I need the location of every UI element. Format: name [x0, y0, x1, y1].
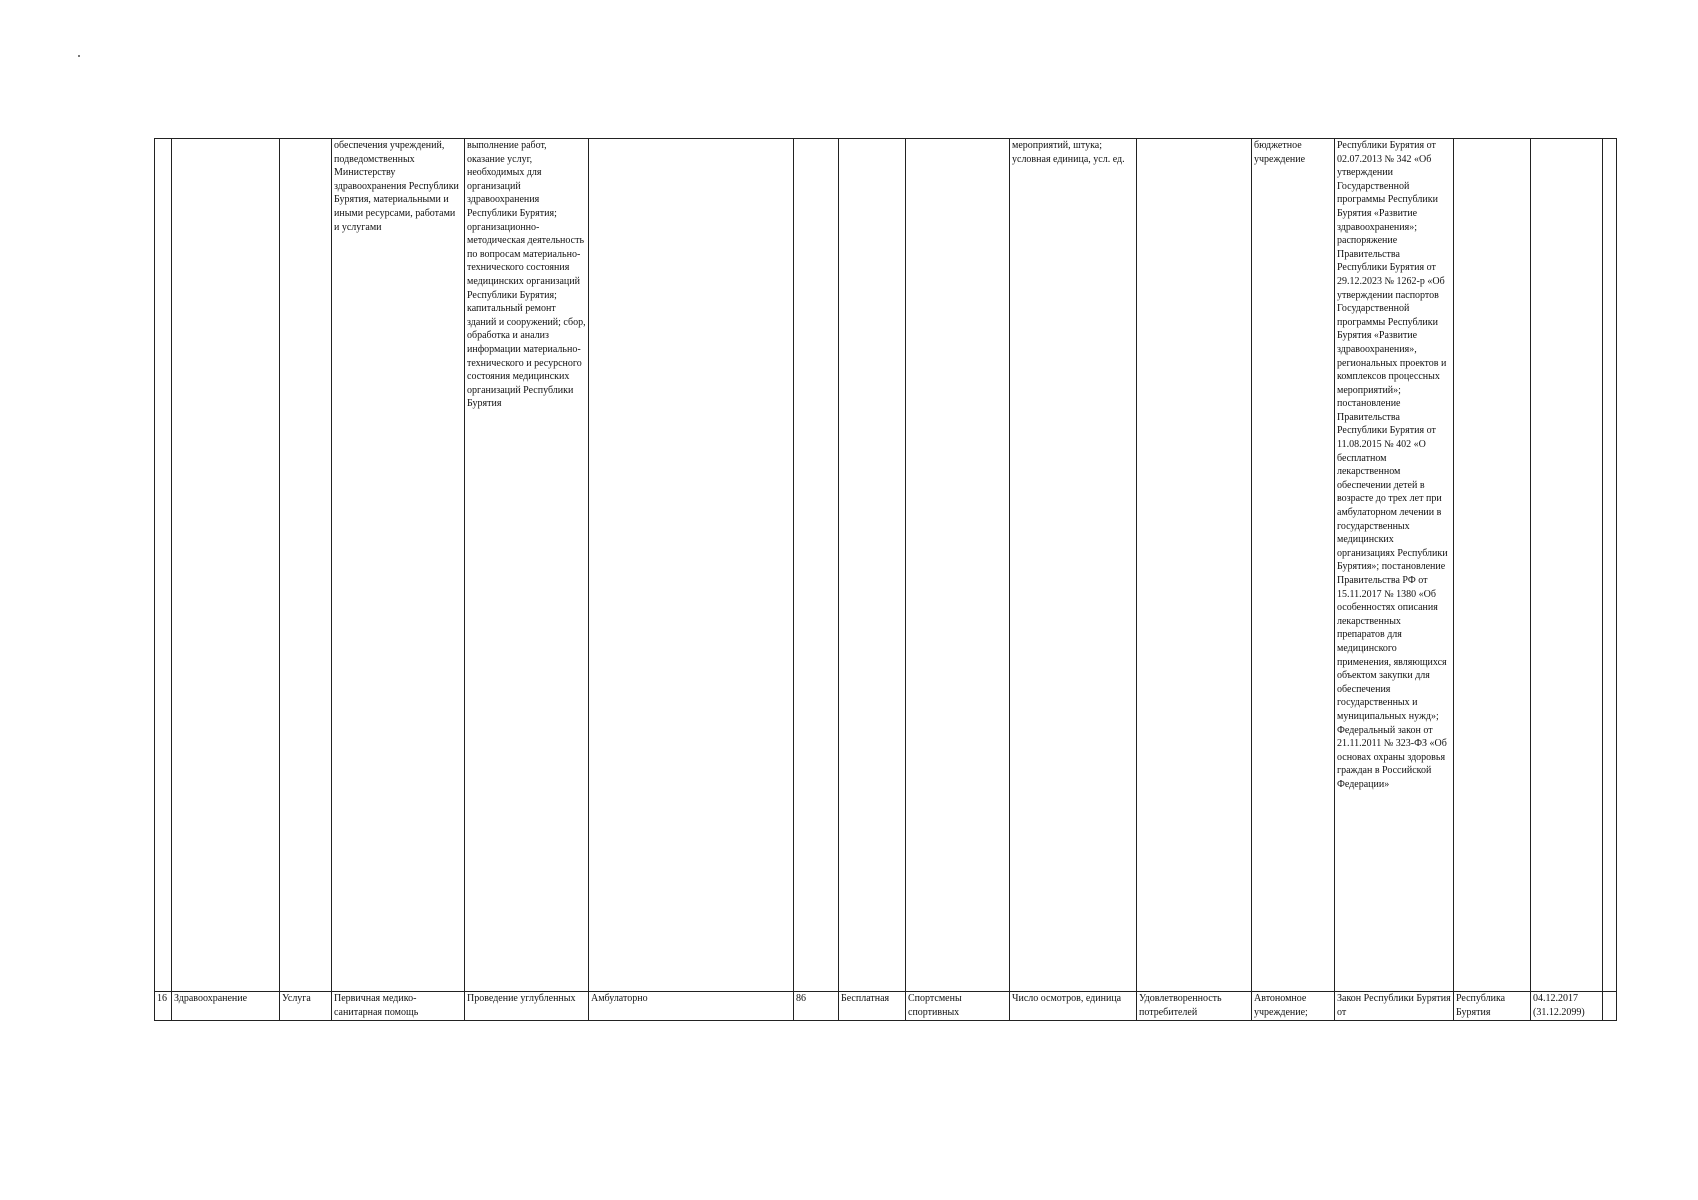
code-text: 86	[796, 993, 806, 1004]
cell-dates	[1531, 139, 1603, 992]
services-registry-table	[154, 138, 1617, 1021]
volume-indicator-text: Число осмотров, единица	[1012, 993, 1122, 1004]
quality-indicator-text: Удовлетворенность потребителей	[1139, 993, 1222, 1018]
level-text: Республика Бурятия	[1456, 993, 1506, 1018]
table-row	[155, 992, 1617, 1021]
cell-dates	[1531, 992, 1603, 1021]
cell-legal-basis	[1335, 139, 1454, 992]
content-text: Проведение углубленных	[467, 993, 576, 1004]
cell-description	[332, 992, 465, 1021]
cell-type	[280, 992, 332, 1021]
institution-type-text: Автономное учреждение;	[1254, 993, 1308, 1018]
cell-payment	[839, 139, 906, 992]
cell-legal-basis	[1335, 992, 1454, 1021]
cell-conditions	[589, 139, 794, 992]
cell-sector	[172, 139, 280, 992]
cell-description	[332, 139, 465, 992]
cell-content	[465, 992, 589, 1021]
legal-basis-text: Закон Республики Бурятия от	[1337, 993, 1451, 1018]
cell-sector	[172, 992, 280, 1021]
cell-num	[155, 992, 172, 1021]
type-text: Услуга	[282, 993, 311, 1004]
cell-level	[1454, 992, 1531, 1021]
cell-code	[794, 992, 839, 1021]
cell-content	[465, 139, 589, 992]
cell-institution	[1252, 992, 1335, 1021]
cell-quality	[1137, 992, 1252, 1021]
cell-unit	[1010, 139, 1137, 992]
cell-level	[1454, 139, 1531, 992]
cell-payment	[839, 992, 906, 1021]
conditions-text: Амбулаторно	[591, 993, 648, 1004]
cell-num	[155, 139, 172, 992]
content-text: выполнение работ, оказание услуг, необходимых для организаций здравоохранения Республики Бурятия; организационно-методическая деятельность по вопросам материально-технического состояния медицинских организаций Республики Бурятия; капитальный ремонт зданий и сооружений; сбор, обработка и анализ информации материально-технического и ресурсного состояния медицинских организаций Республики Бурятия	[467, 140, 586, 410]
cell-conditions	[589, 992, 794, 1021]
unit-text: мероприятий, штука; условная единица, усл. ед.	[1012, 140, 1125, 165]
institution-text: бюджетное учреждение	[1254, 140, 1306, 165]
cell-consumers	[906, 992, 1010, 1021]
row-number: 16	[157, 993, 167, 1004]
cell-type	[280, 139, 332, 992]
payment-text: Бесплатная	[841, 993, 890, 1004]
cell-quality	[1137, 139, 1252, 992]
cell-unit	[1010, 992, 1137, 1021]
cell-extra	[1603, 139, 1617, 992]
service-name-text: Первичная медико-санитарная помощь	[334, 993, 419, 1018]
legal-basis-text: Республики Бурятия от 02.07.2013 № 342 «Об утверждении Государственной программы Республики Бурятия «Развитие здравоохранения»; распоряжение Правительства Республики Бурятия от 29.12.2023 № 1262-р «Об утверждении паспортов Государственной программы Республики Бурятия «Развитие здравоохранения», региональных проектов и комплексов процессных мероприятий»; постановление Правительства Республики Бурятия от 11.08.2015 № 402 «О бесплатном лекарственном обеспечении детей в возрасте до трех лет при амбулаторном лечении в государственных медицинских организациях Республики Бурятия»; постановление Правительства РФ от 15.11.2017 № 1380 «Об особенностях описания лекарственных препаратов для медицинского применения, являющихся объектом закупки для обеспечения государственных и муниципальных нужд»; Федеральный закон от 21.11.2011 № 323-ФЗ «Об основах охраны здоровья граждан в Российской Федерации»	[1337, 140, 1448, 790]
description-text: обеспечения учреждений, подведомственных Министерству здравоохранения Республики Бурятия, материальными и иными ресурсами, работами и услугами	[334, 140, 459, 233]
sector-text: Здравоохранение	[174, 993, 248, 1004]
cell-consumers	[906, 139, 1010, 992]
table-row	[155, 139, 1617, 992]
dates-text: 04.12.2017 (31.12.2099)	[1533, 993, 1585, 1018]
scan-speck	[78, 55, 80, 57]
cell-extra	[1603, 992, 1617, 1021]
cell-institution	[1252, 139, 1335, 992]
consumers-text: Спортсмены спортивных	[908, 993, 962, 1018]
cell-code	[794, 139, 839, 992]
